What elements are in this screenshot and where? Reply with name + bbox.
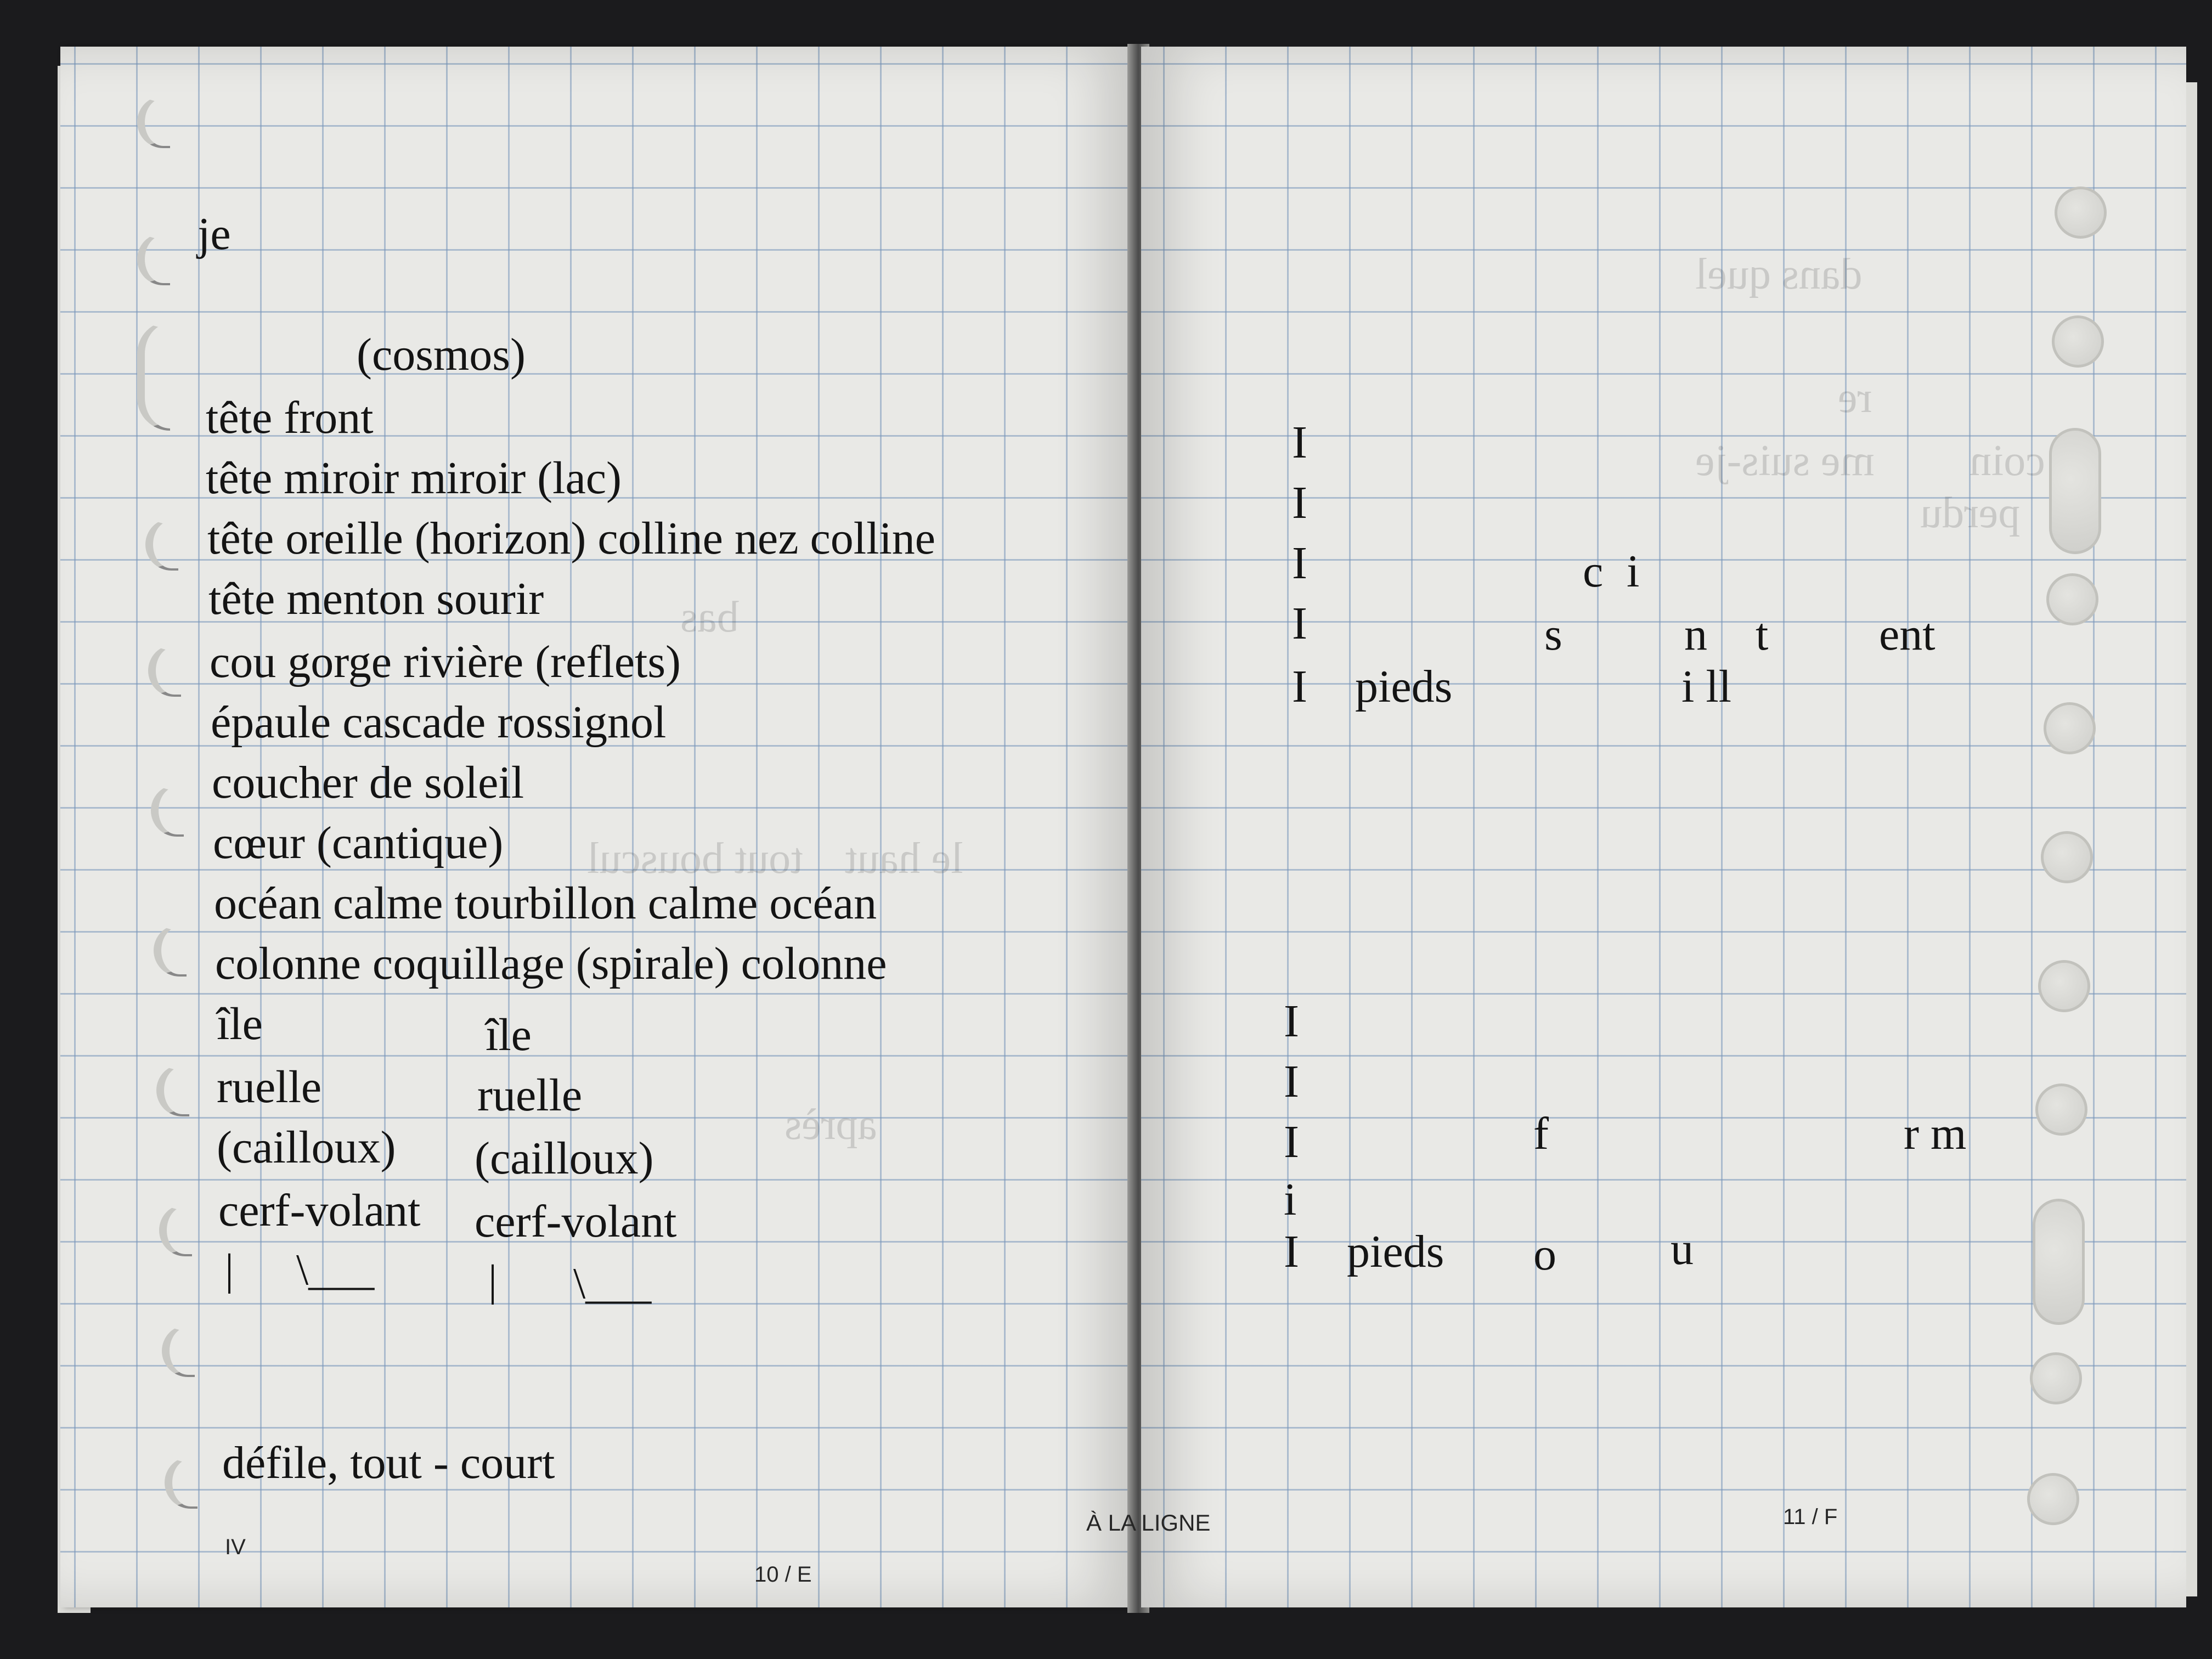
footer-section-number: IV xyxy=(225,1535,246,1559)
poem-line: coucher de soleil xyxy=(212,757,524,808)
scattered-letter: ent xyxy=(1879,609,1936,660)
punch-hole xyxy=(165,1457,198,1509)
show-through-text: perdu xyxy=(1920,489,2021,537)
footer-page-number: 11 / F xyxy=(1783,1505,1838,1529)
punch-hole xyxy=(156,1064,189,1116)
vertical-letter: I xyxy=(1292,477,1307,528)
poem-line: tête oreille (horizon) colline nez colline xyxy=(207,513,936,564)
vertical-letter: I xyxy=(1284,1056,1299,1107)
poem-final-line: défile, tout - court xyxy=(222,1437,555,1488)
poem-line: tête miroir miroir (lac) xyxy=(206,453,622,504)
poem-line: cou gorge rivière (reflets) xyxy=(210,636,681,687)
punch-hole xyxy=(2046,573,2098,625)
show-through-text: tout bouscul xyxy=(587,834,803,883)
scattered-letter: c xyxy=(1583,546,1604,597)
punch-hole xyxy=(2052,315,2104,368)
column-a-word: cerf-volant xyxy=(218,1185,421,1236)
punch-hole xyxy=(137,96,170,148)
scattered-letter: i ll xyxy=(1681,661,1732,712)
column-a-bar: | xyxy=(225,1246,234,1294)
punch-hole xyxy=(2033,1199,2085,1325)
punch-hole xyxy=(162,1325,195,1377)
spine-label: À LA LIGNE xyxy=(1086,1510,1211,1536)
left-page xyxy=(60,47,1136,1607)
punch-hole xyxy=(2041,831,2093,883)
poem-line: cœur (cantique) xyxy=(213,817,504,868)
footer-page-number: 10 / E xyxy=(754,1562,812,1587)
show-through-text: le haut xyxy=(845,834,963,883)
vertical-letter: I xyxy=(1292,661,1307,712)
poem-line: épaule cascade rossignol xyxy=(211,697,667,748)
punch-hole xyxy=(137,321,170,431)
scattered-letter: r m xyxy=(1904,1108,1967,1159)
punch-hole xyxy=(148,645,181,697)
punch-hole xyxy=(2035,1084,2087,1136)
poem-line: colonne coquillage (spirale) colonne xyxy=(215,938,887,989)
punch-hole xyxy=(154,924,187,977)
scattered-letter: t xyxy=(1756,609,1769,660)
punch-hole xyxy=(2049,428,2101,554)
vertical-letter: I xyxy=(1292,598,1307,649)
punch-hole xyxy=(151,785,184,837)
poem-cosmos: (cosmos) xyxy=(357,329,526,380)
vertical-letter: I xyxy=(1284,996,1299,1047)
column-b-word: île xyxy=(486,1009,532,1060)
poem-line: tête front xyxy=(206,392,374,443)
vertical-letter: I xyxy=(1284,1116,1299,1167)
show-through-text: coin xyxy=(1970,437,2045,485)
punch-hole xyxy=(137,233,170,285)
punch-hole xyxy=(2038,960,2090,1012)
poem-line: tête menton sourir xyxy=(208,573,544,624)
right-page xyxy=(1141,47,2186,1607)
poem-word-je: je xyxy=(198,208,231,259)
column-b-word: (cailloux) xyxy=(475,1133,654,1184)
scattered-letter: n xyxy=(1684,609,1707,660)
word-pieds: pieds xyxy=(1347,1226,1444,1277)
scattered-letter: i xyxy=(1627,546,1640,597)
punch-hole xyxy=(2030,1352,2082,1404)
show-through-text: re xyxy=(1838,374,1872,422)
scattered-letter: s xyxy=(1544,609,1562,660)
show-through-text: bas xyxy=(680,593,739,641)
scattered-letter: f xyxy=(1533,1108,1549,1159)
column-a-word: (cailloux) xyxy=(217,1122,396,1173)
column-b-word: ruelle xyxy=(477,1070,583,1121)
poem-line: océan calme tourbillon calme océan xyxy=(214,878,877,929)
punch-hole xyxy=(159,1204,192,1256)
column-a-word: île xyxy=(217,998,263,1049)
vertical-letter: i xyxy=(1284,1174,1297,1225)
vertical-letter: I xyxy=(1292,417,1307,468)
word-pieds: pieds xyxy=(1355,661,1453,712)
vertical-letter: I xyxy=(1292,538,1307,589)
punch-hole xyxy=(2044,702,2096,754)
show-through-text: me suis-je xyxy=(1695,437,1875,485)
scattered-letter: o xyxy=(1533,1229,1556,1280)
show-through-text: après xyxy=(785,1101,877,1149)
vertical-letter: I xyxy=(1284,1226,1299,1277)
column-a-word: ruelle xyxy=(217,1062,322,1113)
scattered-letter: u xyxy=(1671,1223,1694,1274)
column-a-slash: \___ xyxy=(296,1246,375,1294)
column-b-bar: | xyxy=(488,1257,498,1305)
show-through-text: dans quel xyxy=(1695,250,1863,298)
column-b-word: cerf-volant xyxy=(475,1196,677,1247)
column-b-slash: \___ xyxy=(573,1260,652,1308)
punch-hole xyxy=(2027,1473,2079,1525)
punch-hole xyxy=(2055,187,2107,239)
punch-hole xyxy=(145,518,178,571)
